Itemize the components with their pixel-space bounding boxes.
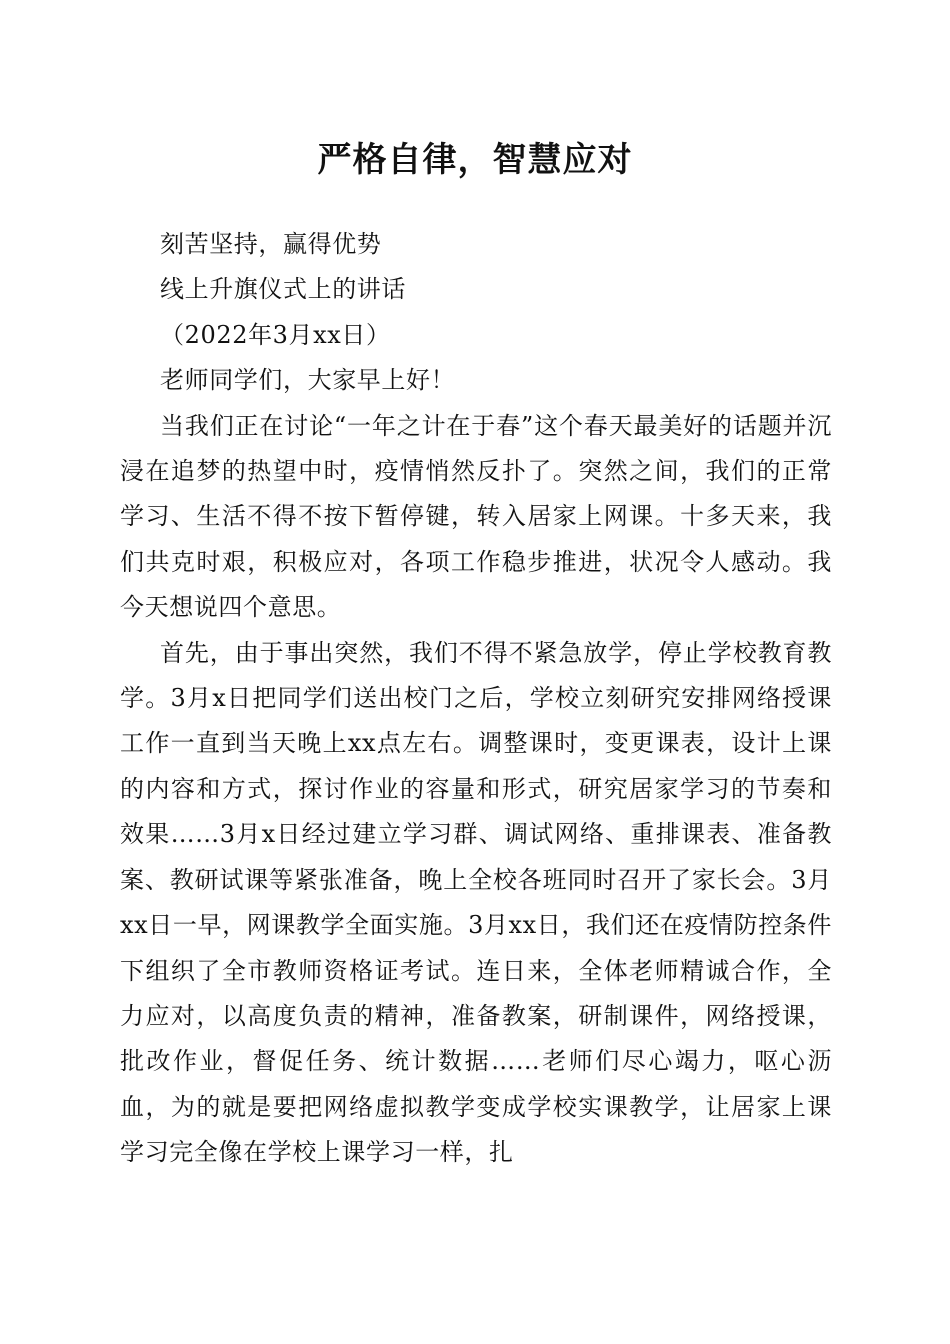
greeting-line: 老师同学们，大家早上好！ — [160, 366, 456, 395]
date-line: （2022年3月xx日） — [160, 320, 391, 349]
occasion-line: 线上升旗仪式上的讲话 — [160, 275, 406, 304]
body-paragraph: 当我们正在讨论“一年之计在于春”这个春天最美好的话题并沉浸在追梦的热望中时，疫情悄然反扑了。突然之间，我们的正常学习、生活不得不按下暂停键，转入居家上网课。十多天来，我们共克时艰，积极应对，各项工作稳步推进，状况令人感动。我今天想说四个意思。 — [120, 411, 832, 622]
body-paragraph: 首先，由于事出突然，我们不得不紧急放学，停止学校教育教学。3月x日把同学们送出校门之后，学校立刻研究安排网络授课工作一直到当天晚上xx点左右。调整课时，变更课表，设计上课的内容和方式，探讨作业的容量和形式，研究居家学习的节奏和效果……3月x日经过建立学习群、调试网络、重排课表、准备教案、教研试课等紧张准备，晚上全校各班同时召开了家长会。3月xx日一早，网课教学全面实施。3月xx日，我们还在疫情防控条件下组织了全市教师资格证考试。连日来，全体老师精诚合作，全力应对，以高度负责的精神，准备教案，研制课件，网络授课，批改作业，督促任务、统计数据……老师们尽心竭力，呕心沥血，为的就是要把网络虚拟教学变成学校实课教学，让居家上课学习完全像在学校上课学习一样，扎 — [120, 638, 833, 1167]
document-title: 严格自律，智慧应对 — [317, 140, 633, 180]
subtitle-line: 刻苦坚持，赢得优势 — [160, 230, 382, 258]
document-body — [120, 222, 832, 1176]
